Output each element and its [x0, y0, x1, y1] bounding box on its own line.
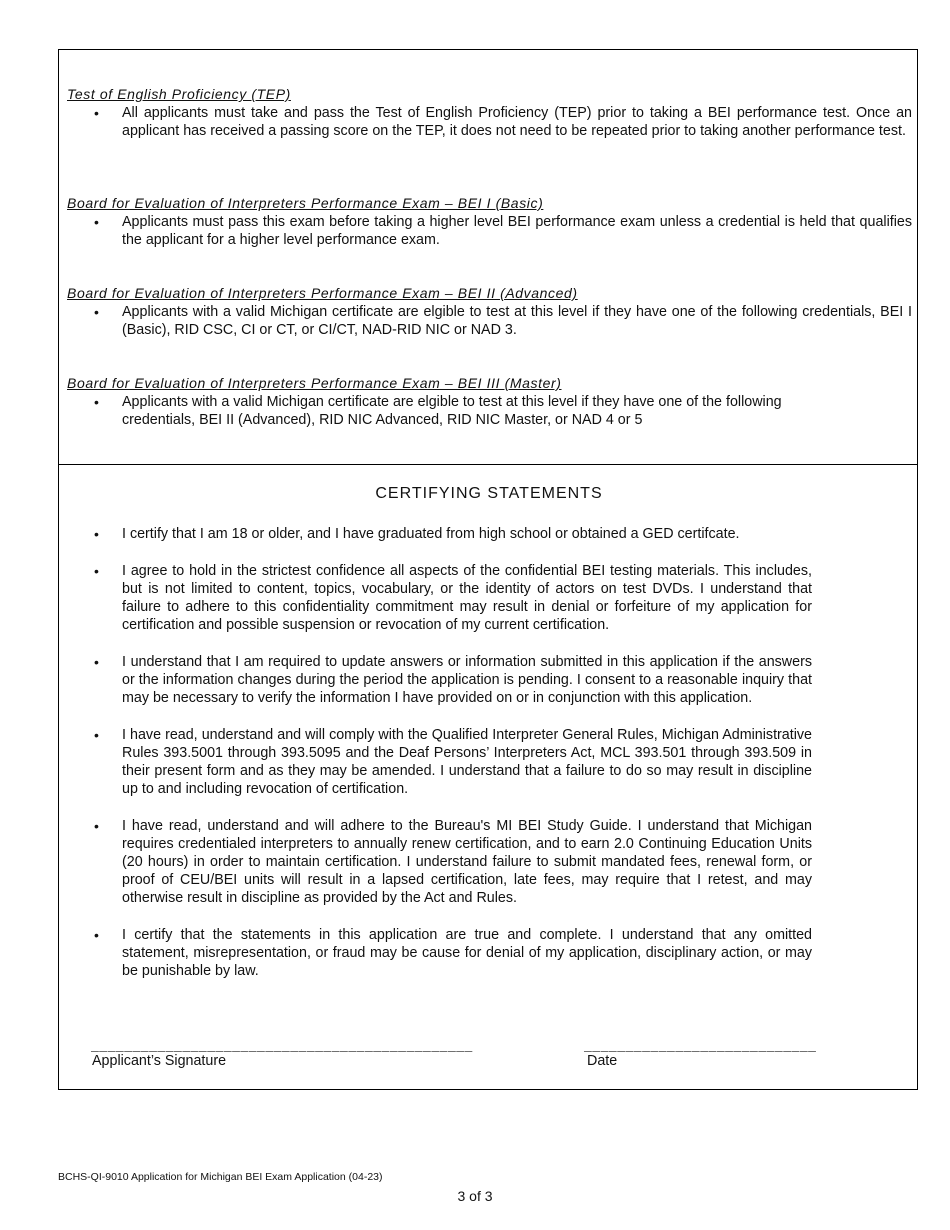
date-label: Date [587, 1053, 618, 1069]
form-id: BCHS-QI-9010 Application for Michigan BEI Exam Application (04-23) [58, 1171, 383, 1183]
section-bei-master [67, 374, 912, 429]
section-heading: Test of English Proficiency (TEP) [67, 86, 291, 102]
bullet-item: • Applicants must pass this exam before taking a higher level BEI performance exam unless a credential is held that qualifies the applicant for a higher level performance exam. [67, 213, 912, 249]
page-number: 3 of 3 [457, 1188, 493, 1204]
statement-item: • I have read, understand and will adhere to the Bureau's MI BEI Study Guide. I understand that Michigan requires credentialed interpreters to annually renew certification, and to earn 2.0 Continuing Education Units (20 hours) in order to maintain certification. I understand failure to submit mandated fees, renewal form, or proof of CEU/BEI units will result in a lapsed certification, late fees, may require that I retest, and may otherwise result in discipline as provided by the Act and Rules. [67, 817, 812, 907]
bullet-item: • Applicants with a valid Michigan certificate are elgible to test at this level if they have one of the following credentials, BEI I (Basic), RID CSC, CI or CT, or CI/CT, NAD-RID NIC or NAD 3. [67, 303, 912, 339]
section-bei-advanced [67, 284, 912, 339]
date-line[interactable]: ____________________________ [584, 1039, 817, 1054]
statement-item: • I understand that I am required to update answers or information submitted in this application if the answers or the information changes during the period the application is pending. I consent to a reasonable inquiry that may be necessary to verify the information I have provided on or in conjunction with this application. [67, 653, 812, 707]
section-heading: Board for Evaluation of Interpreters Performance Exam – BEI II (Advanced) [67, 285, 578, 301]
exam-requirements-box [58, 49, 918, 464]
bullet-item: • All applicants must take and pass the Test of English Proficiency (TEP) prior to taking a BEI performance test. Once an applicant has received a passing score on the TEP, it does not need to be repeated prior to taking another performance test. [67, 104, 912, 140]
section-heading: Board for Evaluation of Interpreters Performance Exam – BEI III (Master) [67, 375, 562, 391]
section-tep [67, 85, 912, 140]
bullet-item: • Applicants with a valid Michigan certificate are elgible to test at this level if they have one of the following credentials, BEI II (Advanced), RID NIC Advanced, RID NIC Master, or NAD 4 or 5 [67, 393, 912, 429]
signature-label: Applicant’s Signature [92, 1053, 227, 1069]
certifying-title: CERTIFYING STATEMENTS [375, 485, 603, 502]
certifying-list [67, 525, 812, 999]
section-bei-basic [67, 194, 912, 249]
signature-line[interactable]: ______________________________________________ [91, 1039, 473, 1054]
statement-item: • I agree to hold in the strictest confidence all aspects of the confidential BEI testing materials. This includes, but is not limited to content, topics, vocabulary, or the identity of actors on test DVDs. I understand that failure to adhere to this confidentiality commitment may result in denial or forfeiture of my application for certification and possible suspension or revocation of my current certification. [67, 562, 812, 634]
statement-item: • I certify that I am 18 or older, and I have graduated from high school or obtained a GED certifcate. [67, 525, 812, 543]
section-heading: Board for Evaluation of Interpreters Performance Exam – BEI I (Basic) [67, 195, 544, 211]
statement-item: • I have read, understand and will comply with the Qualified Interpreter General Rules, Michigan Administrative Rules 393.5001 through 393.5095 and the Deaf Persons’ Interpreters Act, MCL 393.501 through 393.509 in their present form and as they may be amended. I understand that a failure to do so may result in discipline up to and including revocation of certification. [67, 726, 812, 798]
statement-item: • I certify that the statements in this application are true and complete. I understand that any omitted statement, misrepresentation, or fraud may be cause for denial of my application, disciplinary action, or may be punishable by law. [67, 926, 812, 980]
certifying-statements-box [58, 464, 918, 1090]
